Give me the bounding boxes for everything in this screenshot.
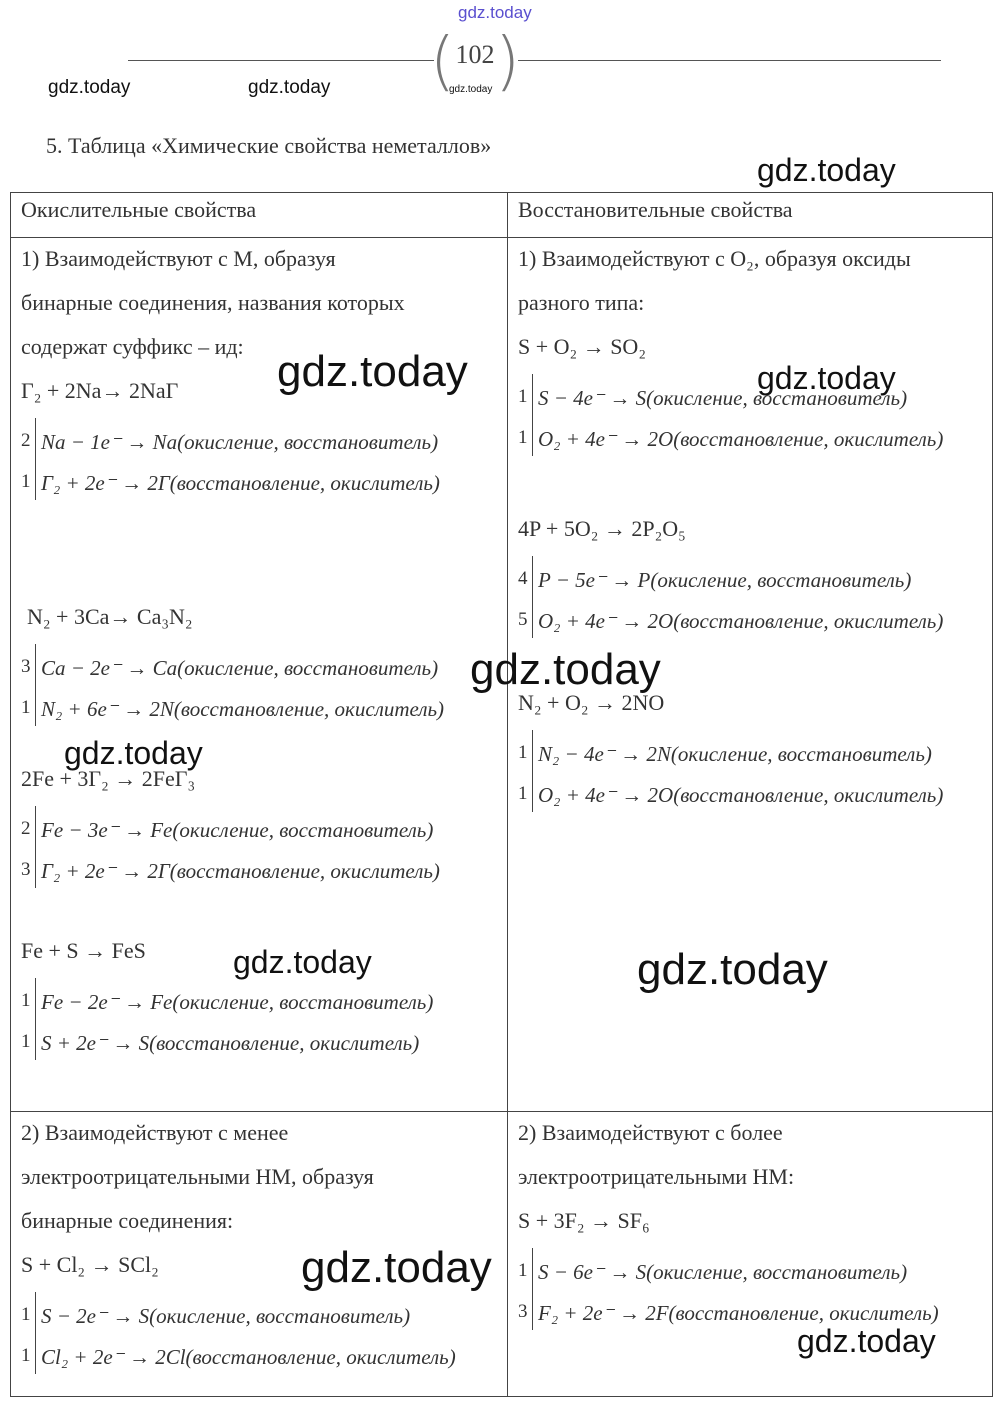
watermark: gdz.today xyxy=(64,735,203,771)
coefficient: 1 xyxy=(21,697,31,718)
electron-balance-row xyxy=(21,1333,497,1374)
half-reaction: S + 2e⁻ → S(восстановление, окислитель) xyxy=(41,1031,420,1055)
half-reaction: P − 5e⁻ → P(окисление, восстановитель) xyxy=(538,568,912,592)
electron-balance-row xyxy=(518,597,982,638)
watermark: gdz.today xyxy=(637,945,828,994)
text-line: содержат суффикс – ид: xyxy=(21,334,244,359)
electron-balance-row xyxy=(21,685,497,726)
bracket-right-icon: ) xyxy=(495,25,520,99)
half-reaction: Fe − 2e⁻ → Fe(окисление, восстановитель) xyxy=(41,990,434,1014)
electron-balance-row xyxy=(518,556,982,597)
text-line: электроотрицательными НМ: xyxy=(518,1164,795,1189)
equation: 2Fe + 3Г₂ → 2FeГ₃ xyxy=(21,766,196,791)
coefficient: 2 xyxy=(21,818,31,839)
electron-balance-row xyxy=(518,771,982,812)
half-reaction: N₂ − 4e⁻ → 2N(окисление, восстановитель) xyxy=(538,742,932,766)
coefficient: 3 xyxy=(21,859,31,880)
electron-balance-row xyxy=(21,806,497,847)
header-cell-oxidizing: Окислительные свойства xyxy=(11,193,508,238)
half-reaction: Cl₂ + 2e⁻ → 2Cl(восстановление, окислитель) xyxy=(41,1345,456,1369)
half-reaction: Na − 1e⁻ → Na(окисление, восстановитель) xyxy=(41,430,439,454)
half-reaction: S − 6e⁻ → S(окисление, восстановитель) xyxy=(538,1260,908,1284)
text-line: 2) Взаимодействуют с более xyxy=(518,1120,783,1145)
coefficient: 1 xyxy=(21,990,31,1011)
text-line: 2) Взаимодействуют с менее xyxy=(21,1120,289,1145)
watermark: gdz.today xyxy=(277,347,468,396)
watermark-header-left-1: gdz.today xyxy=(48,77,131,98)
watermark-header-left-2: gdz.today xyxy=(248,77,331,98)
watermark: gdz.today xyxy=(797,1323,936,1359)
electron-balance-row xyxy=(21,644,497,685)
half-reaction: O₂ + 4e⁻ → 2O(восстановление, окислитель) xyxy=(538,427,944,451)
watermark: gdz.today xyxy=(233,944,372,980)
coefficient: 3 xyxy=(21,656,31,677)
equation: S + O₂ → SO₂ xyxy=(518,334,646,359)
coefficient: 2 xyxy=(21,430,31,451)
page-title: 5. Таблица «Химические свойства неметаллов» xyxy=(46,133,492,158)
half-reaction: Г₂ + 2e⁻ → 2Г(восстановление, окислитель) xyxy=(41,859,440,883)
coefficient: 1 xyxy=(21,471,31,492)
half-reaction: Ca − 2e⁻ → Ca(окисление, восстановитель) xyxy=(41,656,439,680)
watermark-page-number: gdz.today xyxy=(449,84,493,95)
coefficient: 1 xyxy=(518,386,528,407)
equation: S + Cl₂ → SCl₂ xyxy=(21,1252,159,1277)
electron-balance-row xyxy=(518,730,982,771)
half-reaction: N₂ + 6e⁻ → 2N(восстановление, окислитель) xyxy=(41,697,445,721)
equation: N₂ + 3Ca→ Ca₃N₂ xyxy=(27,604,193,629)
watermark: gdz.today xyxy=(757,152,896,188)
header-line-right xyxy=(518,60,941,61)
text-line: бинарные соединения: xyxy=(21,1208,234,1233)
equation: N₂ + O₂ → 2NO xyxy=(518,690,665,715)
coefficient: 1 xyxy=(518,1260,528,1281)
electron-balance-row xyxy=(21,1019,497,1060)
electron-balance-row xyxy=(21,418,497,459)
header-cell-reducing: Восстановительные свойства xyxy=(508,193,993,238)
electron-balance-row xyxy=(21,847,497,888)
electron-balance-row xyxy=(518,374,982,415)
equation: Fe + S → FeS xyxy=(21,938,146,963)
watermark: gdz.today xyxy=(757,360,896,396)
text-line: бинарные соединения, названия которых xyxy=(21,290,405,315)
watermark: gdz.today xyxy=(301,1243,492,1292)
header-line-left xyxy=(128,60,434,61)
text-line: 1) Взаимодействуют с O₂, образуя оксиды xyxy=(518,246,911,271)
half-reaction: Fe − 3e⁻ → Fe(окисление, восстановитель) xyxy=(41,818,434,842)
electron-balance-row xyxy=(21,459,497,500)
electron-balance-row xyxy=(518,1248,982,1289)
electron-balance-row xyxy=(21,978,497,1019)
coefficient: 1 xyxy=(21,1031,31,1052)
text-line: разного типа: xyxy=(518,290,645,315)
text-line: 1) Взаимодействуют с М, образуя xyxy=(21,246,336,271)
coefficient: 1 xyxy=(518,783,528,804)
coefficient: 4 xyxy=(518,568,528,589)
half-reaction: S − 4e⁻ → S(окисление, восстановитель) xyxy=(538,386,908,410)
watermark-top: gdz.today xyxy=(458,3,532,22)
text-line: электроотрицательными НМ, образуя xyxy=(21,1164,374,1189)
coefficient: 3 xyxy=(518,1301,528,1322)
equation: 4P + 5O₂ → 2P₂O₅ xyxy=(518,516,686,541)
equation: S + 3F₂ → SF₆ xyxy=(518,1208,650,1233)
equation: Г₂ + 2Na→ 2NaГ xyxy=(21,378,179,403)
half-reaction: O₂ + 4e⁻ → 2O(восстановление, окислитель) xyxy=(538,783,944,807)
coefficient: 1 xyxy=(518,427,528,448)
bracket-left-icon: ( xyxy=(430,25,455,99)
electron-balance-row xyxy=(21,1292,497,1333)
page-number-text: 102 xyxy=(455,40,495,69)
half-reaction: F₂ + 2e⁻ → 2F(восстановление, окислитель) xyxy=(538,1301,939,1325)
coefficient: 1 xyxy=(518,742,528,763)
coefficient: 1 xyxy=(21,1304,31,1325)
electron-balance-row xyxy=(518,415,982,456)
coefficient: 5 xyxy=(518,609,528,630)
coefficient: 1 xyxy=(21,1345,31,1366)
watermark: gdz.today xyxy=(470,645,661,694)
half-reaction: S − 2e⁻ → S(окисление, восстановитель) xyxy=(41,1304,411,1328)
half-reaction: O₂ + 4e⁻ → 2O(восстановление, окислитель) xyxy=(538,609,944,633)
half-reaction: Г₂ + 2e⁻ → 2Г(восстановление, окислитель) xyxy=(41,471,440,495)
